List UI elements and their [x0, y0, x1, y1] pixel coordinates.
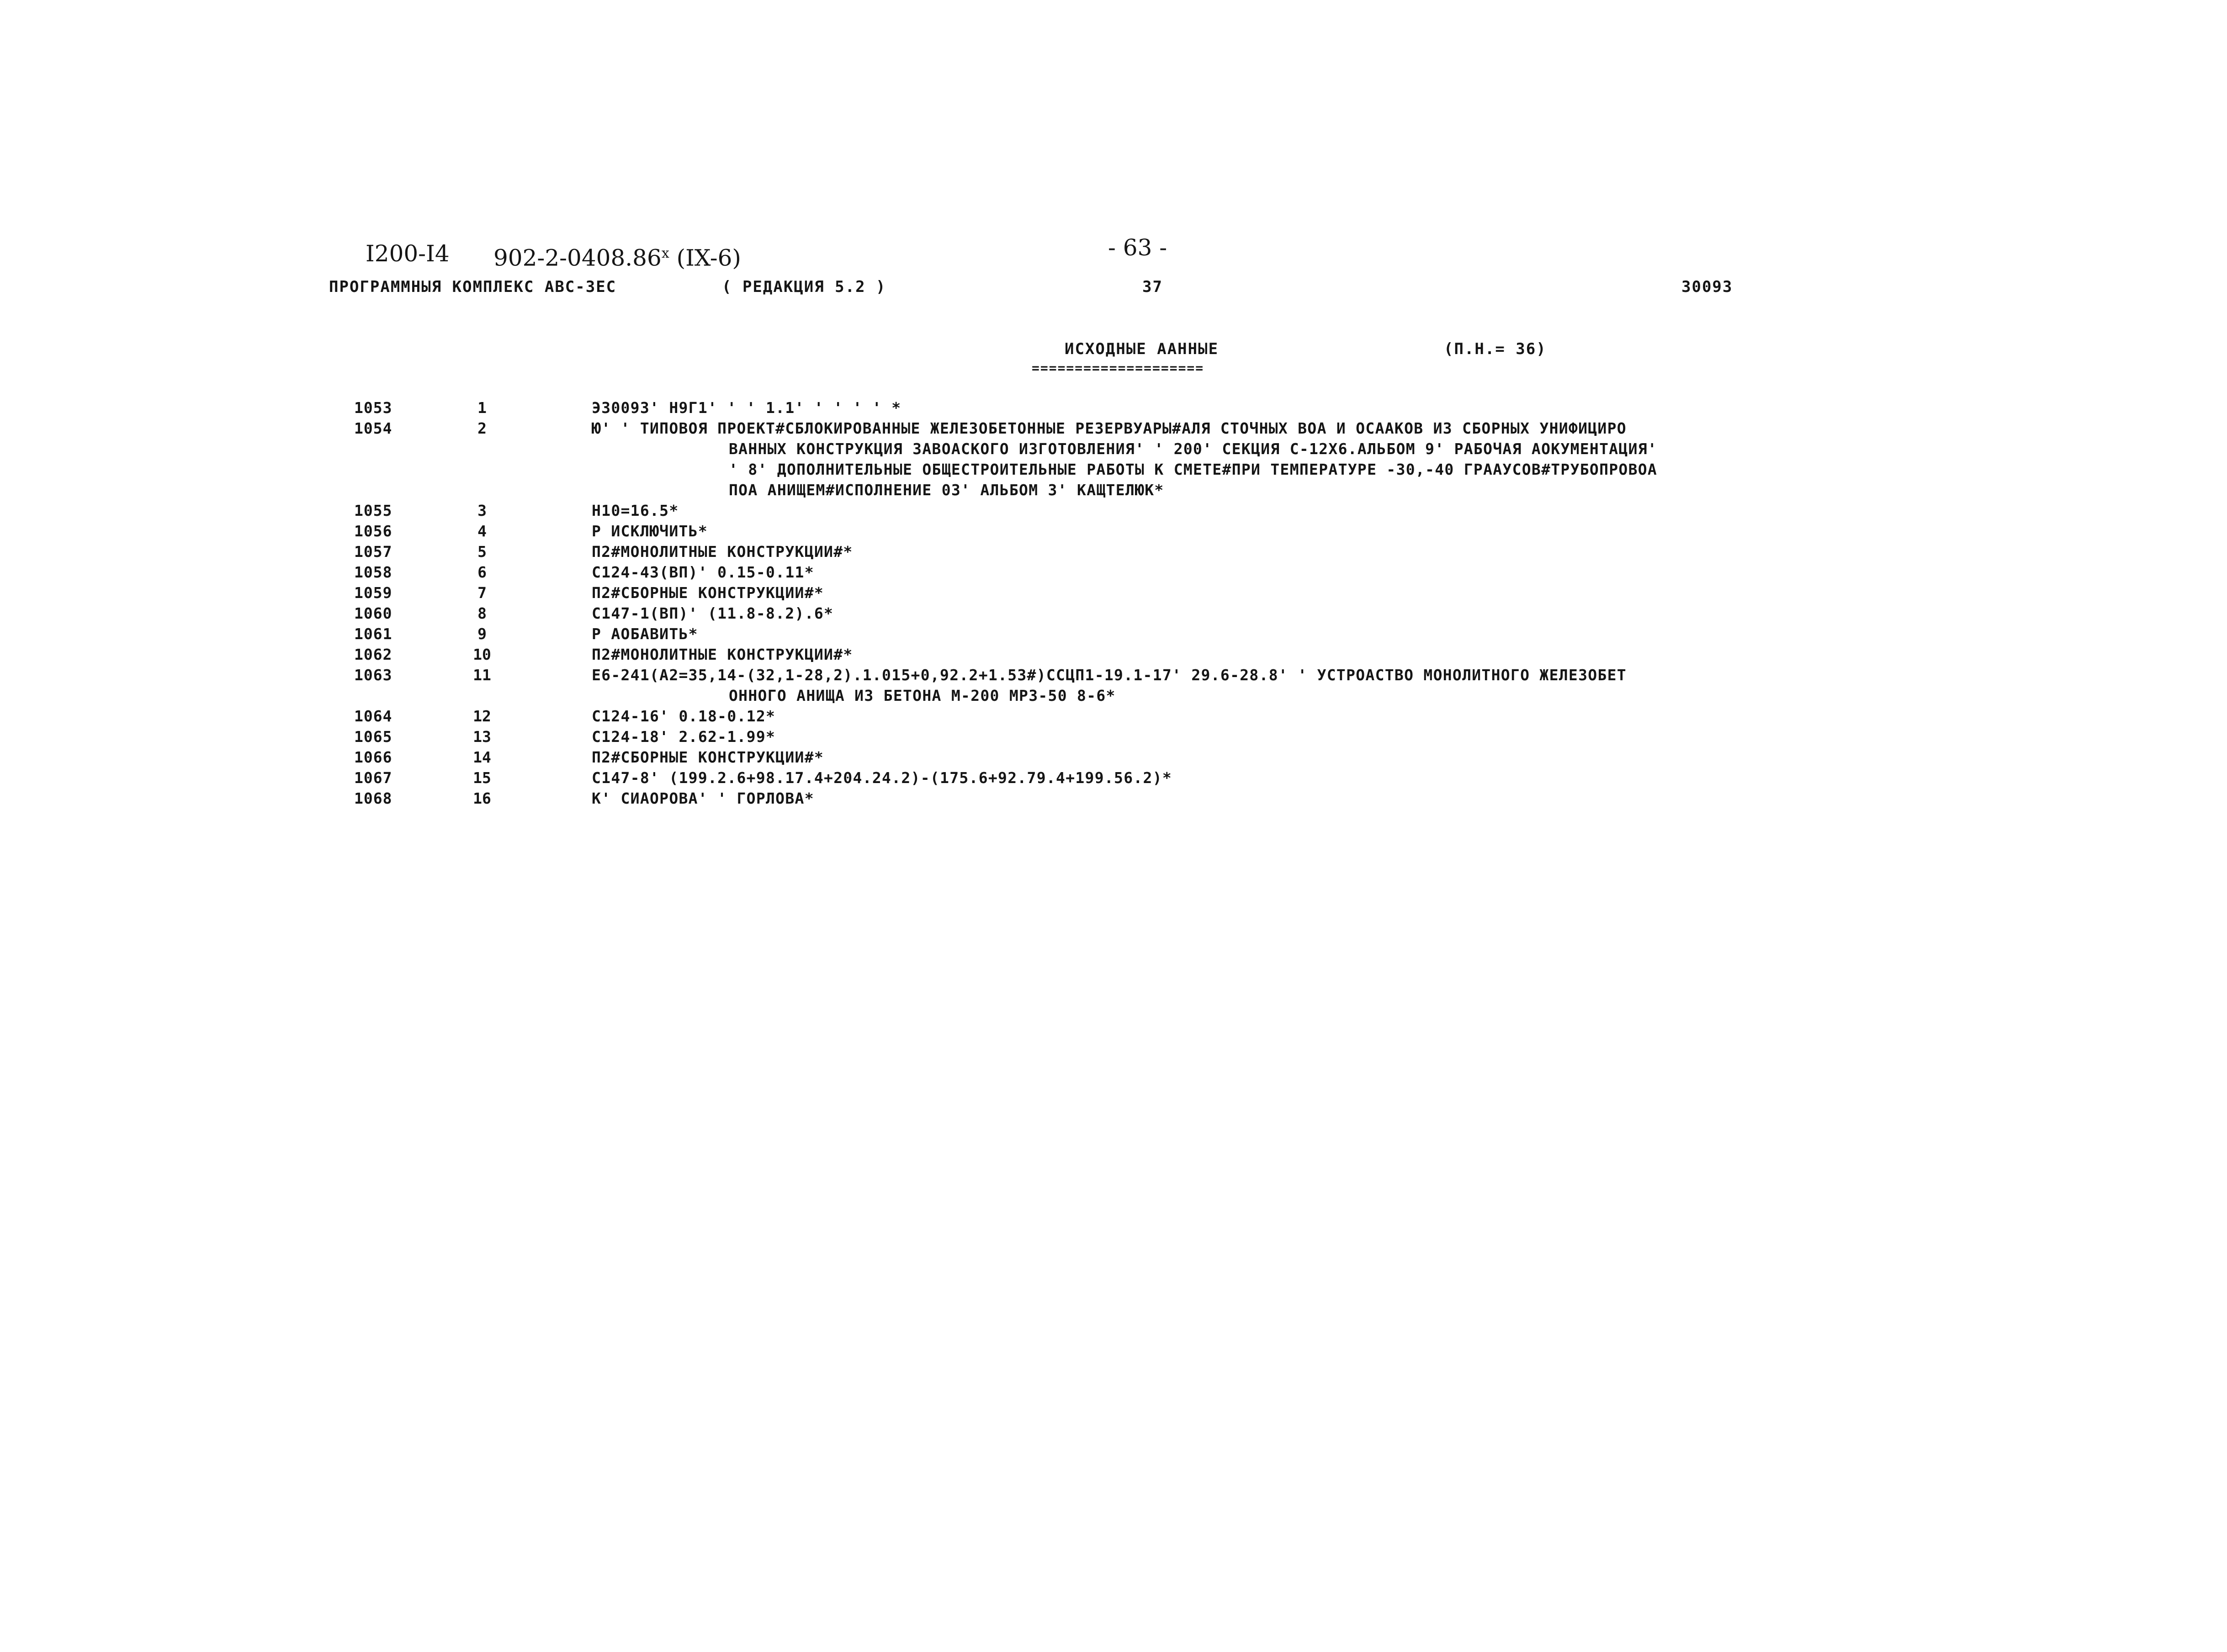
- listing-line: [0, 644, 2227, 665]
- listing-line: [0, 706, 2227, 726]
- line-text: С124-18' 2.62-1.99*: [592, 728, 776, 746]
- line-text: П2#МОНОЛИТНЫЕ КОНСТРУКЦИИ#*: [592, 543, 853, 561]
- sequence-number: 7: [477, 584, 487, 602]
- line-number: 1061: [354, 625, 392, 643]
- line-number: 1063: [354, 666, 392, 684]
- line-number: 1068: [354, 789, 392, 807]
- line-number: 1053: [354, 399, 392, 417]
- program-code: 30093: [1681, 278, 1733, 296]
- line-number: 1064: [354, 707, 392, 725]
- sheet-code: I200-I4: [366, 240, 450, 267]
- line-text: К' СИАОРОВА' ' ГОРЛОВА*: [592, 789, 814, 807]
- listing-line: [0, 397, 2227, 418]
- program-number: 37: [1142, 278, 1163, 296]
- project-number: 902-2-0408.86: [493, 244, 662, 271]
- sequence-number: 13: [473, 728, 491, 746]
- listing-line: [0, 624, 2227, 644]
- line-text: П2#МОНОЛИТНЫЕ КОНСТРУКЦИИ#*: [592, 646, 853, 663]
- line-number: 1062: [354, 646, 392, 663]
- listing-line: [0, 521, 2227, 541]
- line-number: 1058: [354, 563, 392, 581]
- listing-line: [0, 562, 2227, 582]
- line-number: 1054: [354, 419, 392, 437]
- listing-line: [0, 500, 2227, 521]
- line-text: С124-43(ВП)' 0.15-0.11*: [592, 563, 814, 581]
- line-text: П2#СБОРНЫЕ КОНСТРУКЦИИ#*: [592, 584, 824, 602]
- listing-line: [0, 726, 2227, 747]
- sequence-number: 1: [477, 399, 487, 417]
- sequence-number: 2: [477, 419, 487, 437]
- line-text: Р АОБАВИТЬ*: [592, 625, 698, 643]
- sequence-number: 3: [477, 502, 487, 519]
- program-label: ПРОГРАММНЫЯ КОМПЛЕКС АВС-ЗЕС: [329, 278, 617, 296]
- listing-line: [0, 665, 2227, 685]
- sequence-number: 8: [477, 604, 487, 622]
- line-text: ОННОГО АНИЩА ИЗ БЕТОНА М-200 МРЗ-50 8-6*: [729, 687, 1116, 704]
- section-underline: ====================: [1032, 360, 1204, 376]
- line-text: С147-8' (199.2.6+98.17.4+204.24.2)-(175.6+92.79.4+199.56.2)*: [592, 769, 1172, 787]
- line-text: Р ИСКЛЮЧИТЬ*: [592, 522, 708, 540]
- sequence-number: 10: [473, 646, 491, 663]
- listing-line: [0, 603, 2227, 624]
- listing-continuation-line: [0, 480, 2227, 500]
- project-suffix: (IX-6): [676, 244, 741, 271]
- line-number: 1065: [354, 728, 392, 746]
- listing-line: [0, 582, 2227, 603]
- sequence-number: 14: [473, 748, 491, 766]
- line-text: Э30093' Н9Г1' ' ' 1.1' ' ' ' ' *: [592, 399, 901, 417]
- listing-line: [0, 768, 2227, 788]
- listing-line: [0, 418, 2227, 439]
- sequence-number: 11: [473, 666, 491, 684]
- sequence-number: 4: [477, 522, 487, 540]
- line-number: 1067: [354, 769, 392, 787]
- sequence-number: 5: [477, 543, 487, 561]
- sequence-number: 15: [473, 769, 491, 787]
- listing-continuation-line: [0, 459, 2227, 480]
- line-number: 1060: [354, 604, 392, 622]
- line-number: 1066: [354, 748, 392, 766]
- sequence-number: 16: [473, 789, 491, 807]
- listing-continuation-line: [0, 685, 2227, 706]
- line-number: 1056: [354, 522, 392, 540]
- line-text: ' 8' ДОПОЛНИТЕЛЬНЫЕ ОБЩЕСТРОИТЕЛЬНЫЕ РАБОТЫ К СМЕТЕ#ПРИ ТЕМПЕРАТУРЕ -30,-40 ГРААУСОВ#ТРУБОПРОВОА: [729, 461, 1658, 478]
- sequence-number: 12: [473, 707, 491, 725]
- line-text: Е6-241(А2=35,14-(32,1-28,2).1.015+0,92.2+1.53#)ССЦП1-19.1-17' 29.6-28.8' ' УСТРОАСТВО МОНОЛИТНОГО ЖЕЛЕЗОБЕТ: [592, 666, 1627, 684]
- sequence-number: 9: [477, 625, 487, 643]
- project-code: [493, 240, 741, 272]
- listing-continuation-line: [0, 439, 2227, 459]
- sequence-number: 6: [477, 563, 487, 581]
- data-listing: [0, 397, 2227, 809]
- line-text: Н10=16.5*: [592, 502, 679, 519]
- line-text: С124-16' 0.18-0.12*: [592, 707, 776, 725]
- line-number: 1059: [354, 584, 392, 602]
- listing-line: [0, 541, 2227, 562]
- line-text: П2#СБОРНЫЕ КОНСТРУКЦИИ#*: [592, 748, 824, 766]
- project-mark: x: [661, 245, 669, 261]
- line-text: Ю' ' ТИПОВОЯ ПРОЕКТ#СБЛОКИРОВАННЫЕ ЖЕЛЕЗОБЕТОННЫЕ РЕЗЕРВУАРЫ#АЛЯ СТОЧНЫХ ВОА И ОСААКОВ ИЗ СБОРНЫХ УНИФИЦИРО: [592, 419, 1627, 437]
- line-number: 1057: [354, 543, 392, 561]
- page-number: - 63 -: [1108, 234, 1167, 261]
- listing-line: [0, 788, 2227, 809]
- section-title: ИСХОДНЫЕ ААННЫЕ: [1065, 340, 1219, 358]
- line-text: С147-1(ВП)' (11.8-8.2).6*: [592, 604, 834, 622]
- line-text: ВАННЫХ КОНСТРУКЦИЯ ЗАВОАСКОГО ИЗГОТОВЛЕНИЯ' ' 200' СЕКЦИЯ С-12Х6.АЛЬБОМ 9' РАБОЧАЯ АОКУМЕНТАЦИЯ': [729, 440, 1658, 458]
- line-number: 1055: [354, 502, 392, 519]
- listing-line: [0, 747, 2227, 768]
- line-text: ПОА АНИЩЕМ#ИСПОЛНЕНИЕ 03' АЛЬБОМ 3' КАЩТЕЛЮК*: [729, 481, 1164, 499]
- program-edition: ( РЕДАКЦИЯ 5.2 ): [722, 278, 886, 296]
- section-meta: (П.Н.= 36): [1444, 340, 1547, 358]
